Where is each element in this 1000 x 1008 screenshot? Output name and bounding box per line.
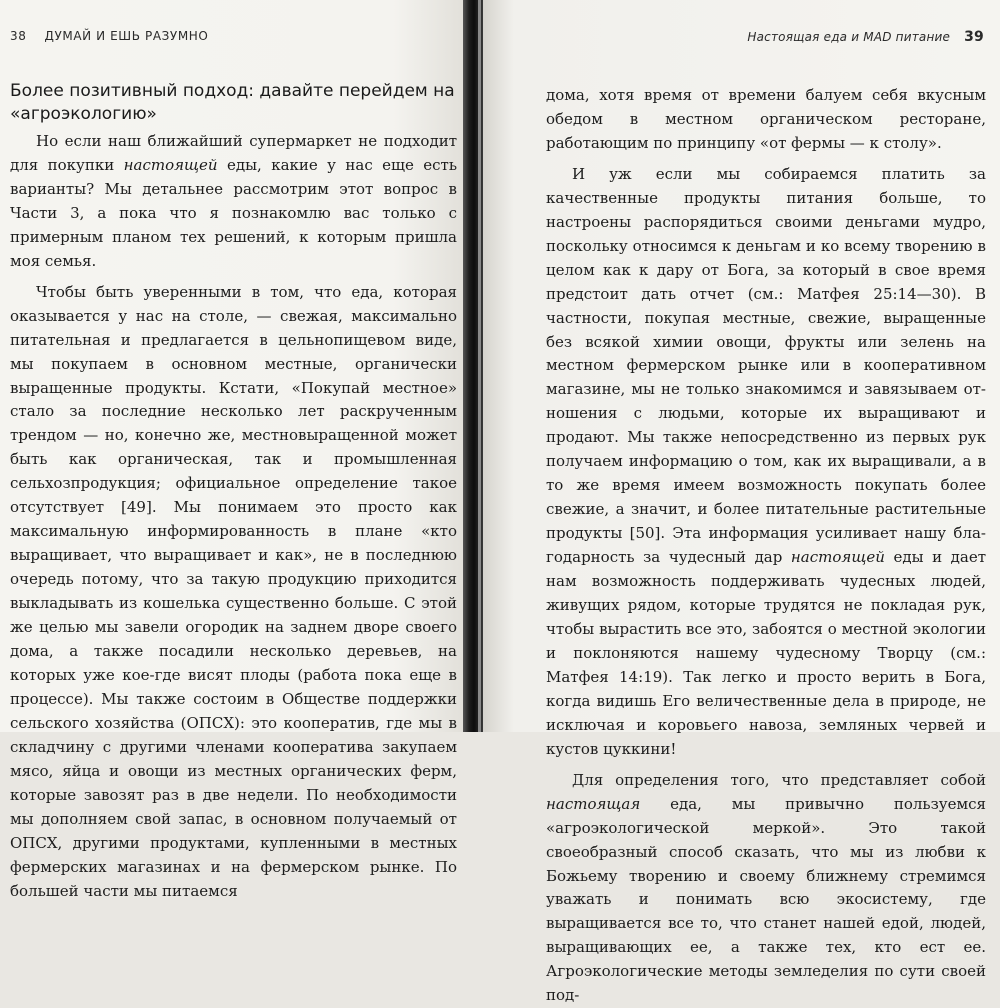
emphasis-text: настоящая [546,794,641,813]
right-body-text [546,84,986,1008]
emphasis-text: настоящей [123,155,218,174]
left-body-text [10,130,457,904]
text-run: Чтобы быть уверенными в том, что еда, которая оказывается у нас на столе, — свежая, максимально питательная и предлагается в цельнопищевом виде, мы покупаем в основном местные, органически выращенные продукты. Кстати, «Покупай местное» стало за последние несколько лет раскрученным трендом — но, конечно же, местновыращенной может быть как органическая, так и промышленная сельхозпродукция; официальное определение такое отсутствует [49]. Мы понимаем это просто как максимальную информированность в плане «кто выращивает, что выращивает и как», не в последнюю очередь потому, что за такую продукцию приходится выкладывать из кошелька существенно больше. С этой же целью мы завели огородик на заднем дворе своего дома, а также посадили несколько деревьев, на которых уже кое-где висят плоды (работа пока еще в процессе). Мы также состоим в Обществе поддержки сельского хозяйства (ОПСХ): это кооператив, где мы в складчину с другими членами кооператива закупаем мясо, яйца и овощи из местных органических ферм, которые завозят раз в две недели. По необходимости мы дополняем свой запас, в основном получаемый от ОПСХ, другими продуктами, купленными в местных фермерских магазинах и на фермерском рынке. По большей части мы питаемся [10,282,457,900]
text-run: дома, хотя время от времени балуем себя вкусным обедом в местном органическом ресторане, работающим по принципу «от фермы — к столу». [546,86,986,152]
left-page [0,0,463,900]
text-run: И уж если мы собираемся платить за качественные продукты питания больше, то настроены распорядиться своими деньгами мудро, поскольку относимся к деньгам и ко всему творению в целом как к дару от Бога, за который в свое время предстоит дать отчет (см.: Матфея 25:14—30). В частности, покупая местные, свежие, выращенные без всякой химии овощи, фрукты или зелень на местном фермерском рынке или в кооперативном магазине, мы не только знакомимся и завязываем отношения с людьми, которые их выращивают и продают. Мы также непосредственно из первых рук получаем информацию о том, как их выращивали, а в то же время имеем возможность покупать более свежие, а значит, и более питательные растительные продукты [50]. Эта информация усиливает нашу благодарность за чудесный дар [546,164,986,567]
emphasis-text: настоящей [790,548,885,567]
paragraph [10,281,457,904]
text-run: Для определения того, что представляет собой [572,770,986,789]
left-running-title: ДУМАЙ И ЕШЬ РАЗУМНО [44,29,209,43]
paragraph [546,769,986,1008]
right-running-title: Настоящая еда и MAD питание [747,30,951,44]
left-page-number: 38 [10,29,27,43]
left-running-head [10,29,208,43]
section-heading: Более позитивный подход: давайте перейдем на «агроэкологию» [10,81,455,124]
right-page-number: 39 [964,29,984,45]
paragraph [10,130,457,274]
text-run: Но если наш ближайший супермаркет не подходит для покупки [10,132,457,174]
right-running-head [747,29,984,45]
text-run: еды и дает нам возможность поддерживать чудесных людей, живущих рядом, которые трудятся не покладая рук, чтобы вырастить все это, забоятся о местной экологии и поклоняются нашему чудесному Творцу (см.: Матфея 14:19). Так легко и просто верить в Бога, когда видишь Его величественные дела в природе, не исключая и коровьего навоза, земляных червей и кустов цуккини! [546,548,986,758]
paragraph [546,163,986,762]
text-run: еды, какие у нас еще есть варианты? Мы детальнее рассмотрим этот вопрос в Части 3, а пока что я познакомлю вас только с примерным планом тех решений, к которым пришла моя семья. [10,155,457,270]
text-run: еда, мы привычно пользуемся «агроэкологической меркой». Это такой своеобразный способ сказать, что мы из любви к Божьему творению и своему ближнему стремимся уважать и понимать всю экосистему, где выращивается все то, что станет нашей едой, людей, выращивающих ее, а также тех, кто ест ее. Агроэкологические методы земледелия по сути своей под- [546,794,986,1005]
right-page [483,0,1000,1005]
page-edge [478,0,481,732]
paragraph [546,84,986,156]
